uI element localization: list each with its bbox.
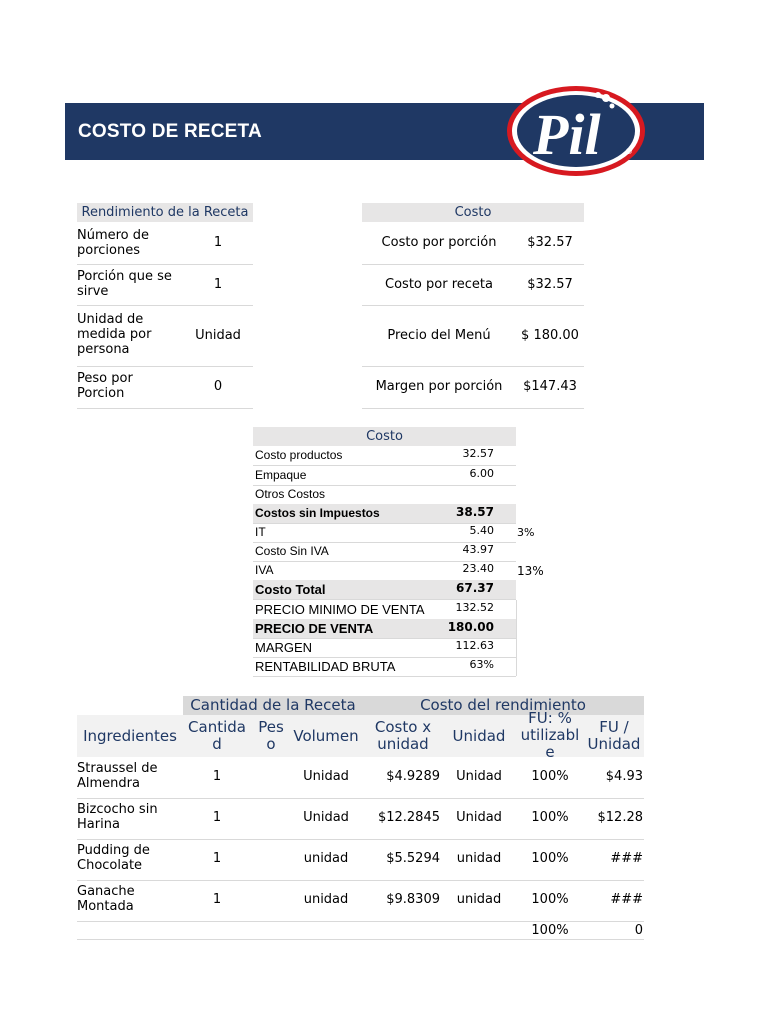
rendimiento-label-3: Peso por Porcion <box>77 371 133 401</box>
ingredient-name: Bizcocho sin Harina <box>77 802 158 832</box>
divider <box>77 880 644 881</box>
col-volumen: Volumen <box>293 727 359 745</box>
ingredient-cantidad: 1 <box>212 810 222 825</box>
summary-label: Otros Costos <box>255 487 326 501</box>
rendimiento-value-1: 1 <box>213 277 223 292</box>
divider <box>77 798 644 799</box>
rendimiento-label-0: Número de porciones <box>77 228 150 258</box>
ingredient-costo: $4.9289 <box>386 769 440 784</box>
col-peso: Pes o <box>258 718 284 753</box>
ingredient-fu: 100% <box>531 892 569 907</box>
costo-box-value-3: $147.43 <box>523 379 577 394</box>
costo-box-label-0: Costo por porción <box>381 235 497 250</box>
summary-label: RENTABILIDAD BRUTA <box>255 659 396 674</box>
summary-value: 63% <box>469 658 494 671</box>
summary-value: 6.00 <box>469 467 494 480</box>
ingredient-unidad: Unidad <box>456 769 502 784</box>
group-costo-rendimiento: Costo del rendimiento <box>420 696 586 714</box>
logo-text: Pil <box>533 102 601 167</box>
divider <box>362 264 584 265</box>
summary-label: MARGEN <box>255 640 313 655</box>
divider <box>362 305 584 306</box>
ingredient-costo: $9.8309 <box>386 892 440 907</box>
ingredient-fu-unidad: ### <box>610 892 643 907</box>
ingredient-cantidad: 1 <box>212 892 222 907</box>
col-fu-pct: FU: % utilizabl e <box>520 709 580 761</box>
ingredient-fu-unidad: $4.93 <box>605 769 643 784</box>
ingredient-costo: $5.5294 <box>386 851 440 866</box>
ingredient-volumen: Unidad <box>303 810 349 825</box>
ingredient-cantidad: 1 <box>212 769 222 784</box>
group-cantidad-receta: Cantidad de la Receta <box>190 696 356 714</box>
page-title: COSTO DE RECETA <box>78 121 262 142</box>
summary-value: 112.63 <box>455 639 494 652</box>
divider <box>77 305 253 306</box>
ingredient-fu-unidad: $12.28 <box>597 810 643 825</box>
rendimiento-value-3: 0 <box>213 379 223 394</box>
rendimiento-header: Rendimiento de la Receta <box>77 203 253 222</box>
ingredient-fu: 100% <box>531 810 569 825</box>
col-cantidad: Cantida d <box>188 718 246 753</box>
summary-label: IT <box>255 525 266 539</box>
ingredient-fu: 100% <box>531 851 569 866</box>
divider <box>77 939 644 940</box>
pil-logo <box>505 84 648 178</box>
rendimiento-value-2: Unidad <box>195 328 241 343</box>
costo-box-value-0: $32.57 <box>527 235 573 250</box>
ingredient-fu-unidad: 0 <box>634 923 643 938</box>
ingredient-name: Straussel de Almendra <box>77 761 158 791</box>
col-costo-unidad: Costo x unidad <box>374 718 432 753</box>
summary-value: 32.57 <box>462 447 494 460</box>
ingredient-costo: $12.2845 <box>377 810 440 825</box>
summary-label: PRECIO DE VENTA <box>255 621 374 636</box>
costo-box-label-2: Precio del Menú <box>387 328 491 343</box>
divider <box>253 676 516 677</box>
divider <box>362 366 584 367</box>
divider <box>253 485 516 486</box>
costo-box-header: Costo <box>362 203 584 222</box>
col-unidad: Unidad <box>452 727 506 745</box>
costo-box-value-1: $32.57 <box>527 277 573 292</box>
summary-label: Costo productos <box>255 448 343 462</box>
rendimiento-label-2: Unidad de medida por persona <box>77 312 152 357</box>
ingredient-unidad: Unidad <box>456 810 502 825</box>
col-fu-unidad: FU / Unidad <box>587 718 641 753</box>
costo-box-value-2: $ 180.00 <box>521 328 579 343</box>
divider <box>362 408 584 409</box>
summary-label: Costo Sin IVA <box>255 544 329 558</box>
rendimiento-label-1: Porción que se sirve <box>77 269 172 299</box>
summary-label: IVA <box>255 563 274 577</box>
ingredient-fu: 100% <box>531 769 569 784</box>
divider <box>77 408 253 409</box>
summary-label: Costos sin Impuestos <box>255 506 380 520</box>
ingredient-name: Pudding de Chocolate <box>77 843 150 873</box>
costo-summary-header: Costo <box>253 427 516 446</box>
summary-note: 3% <box>517 526 535 539</box>
ingredient-cantidad: 1 <box>212 851 222 866</box>
col-ingredientes: Ingredientes <box>83 727 177 745</box>
divider <box>77 366 253 367</box>
summary-note: 13% <box>517 564 544 578</box>
summary-label: Costo Total <box>255 582 326 597</box>
summary-label: PRECIO MINIMO DE VENTA <box>255 602 425 617</box>
summary-value: 67.37 <box>456 581 494 595</box>
summary-value: 38.57 <box>456 505 494 519</box>
costo-box-label-3: Margen por porción <box>375 379 503 394</box>
divider <box>77 839 644 840</box>
ingredient-volumen: unidad <box>303 851 349 866</box>
summary-border <box>516 600 517 676</box>
summary-value: 5.40 <box>469 524 494 537</box>
svg-text:®: ® <box>625 147 633 156</box>
ingredient-volumen: unidad <box>303 892 349 907</box>
summary-value: 132.52 <box>455 601 494 614</box>
costo-box-label-1: Costo por receta <box>385 277 493 292</box>
summary-value: 43.97 <box>462 543 494 556</box>
ingredient-unidad: unidad <box>456 892 502 907</box>
summary-value: 23.40 <box>462 562 494 575</box>
summary-value: 180.00 <box>447 620 494 634</box>
divider <box>253 599 516 600</box>
ingredient-name: Ganache Montada <box>77 884 135 914</box>
divider <box>77 264 253 265</box>
ingredient-fu: 100% <box>531 923 569 938</box>
ingredient-unidad: unidad <box>456 851 502 866</box>
rendimiento-value-0: 1 <box>213 235 223 250</box>
ingredient-fu-unidad: ### <box>610 851 643 866</box>
summary-label: Empaque <box>255 468 307 482</box>
ingredient-volumen: Unidad <box>303 769 349 784</box>
divider <box>253 465 516 466</box>
divider <box>77 921 644 922</box>
